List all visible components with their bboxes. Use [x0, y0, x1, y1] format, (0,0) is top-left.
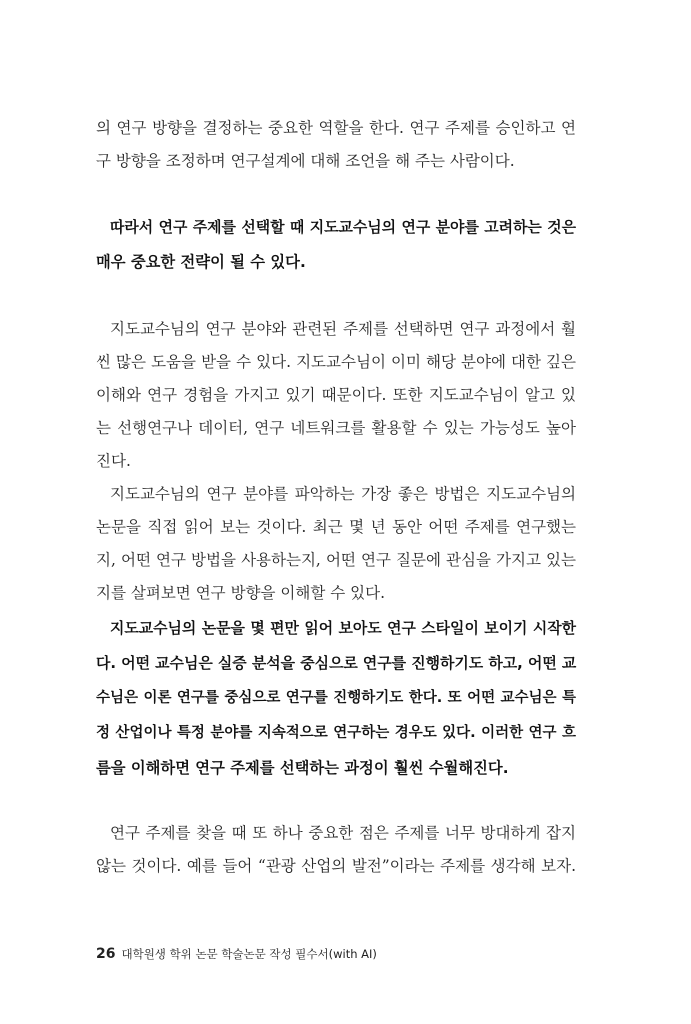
paragraph-5-line-2: 다. 어떤 교수님은 실증 분석을 중심으로 연구를 진행하기도 하고, 어떤 교 [96, 654, 577, 672]
page-footer [96, 942, 377, 965]
book-title: 대학원생 학위 논문 학술논문 작성 필수서(with AI) [121, 947, 377, 961]
paragraph-6-line-1: 연구 주제를 찾을 때 또 하나 중요한 점은 주제를 너무 방대하게 잡지 [110, 824, 576, 842]
paragraph-4-line-4: 지를 살펴보면 연구 방향을 이해할 수 있다. [96, 584, 386, 602]
paragraph-1-line-1: 의 연구 방향을 결정하는 중요한 역할을 한다. 연구 주제를 승인하고 연 [96, 119, 576, 137]
paragraph-5-line-1: 지도교수님의 논문을 몇 편만 읽어 보아도 연구 스타일이 보이기 시작한 [110, 619, 576, 637]
paragraph-5-line-4: 정 산업이나 특정 분야를 지속적으로 연구하는 경우도 있다. 이러한 연구 흐 [96, 725, 576, 741]
paragraph-5-line-3: 수님은 이론 연구를 중심으로 연구를 진행하기도 한다. 또 어떤 교수님은 특 [96, 690, 576, 706]
paragraph-1-line-2: 구 방향을 조정하며 연구설계에 대해 조언을 해 주는 사람이다. [96, 152, 515, 170]
paragraph-4-line-2: 논문을 직접 읽어 보는 것이다. 최근 몇 년 동안 어떤 주제를 연구했는 [96, 518, 576, 536]
paragraph-6-line-2: 않는 것이다. 예를 들어 “관광 산업의 발전”이라는 주제를 생각해 보자. [96, 857, 576, 875]
paragraph-3-line-5: 진다. [96, 452, 131, 470]
page-number: 26 [96, 946, 116, 962]
paragraph-3-line-3: 이해와 연구 경험을 가지고 있기 때문이다. 또한 지도교수님이 알고 있 [96, 386, 576, 404]
paragraph-2-line-1: 따라서 연구 주제를 선택할 때 지도교수님의 연구 분야를 고려하는 것은 [110, 218, 576, 236]
page-body [96, 0, 576, 1024]
paragraph-3-line-2: 씬 많은 도움을 받을 수 있다. 지도교수님이 이미 해당 분야에 대한 깊은 [96, 353, 576, 371]
paragraph-5-line-5: 름을 이해하면 연구 주제를 선택하는 과정이 훨씬 수월해진다. [96, 759, 509, 777]
paragraph-4-line-1: 지도교수님의 연구 분야를 파악하는 가장 좋은 방법은 지도교수님의 [110, 485, 576, 503]
paragraph-3-line-1: 지도교수님의 연구 분야와 관련된 주제를 선택하면 연구 과정에서 훨 [110, 320, 576, 338]
paragraph-4-line-3: 지, 어떤 연구 방법을 사용하는지, 어떤 연구 질문에 관심을 가지고 있는 [96, 551, 576, 569]
paragraph-3-line-4: 는 선행연구나 데이터, 연구 네트워크를 활용할 수 있는 가능성도 높아 [96, 419, 576, 437]
paragraph-2-line-2: 매우 중요한 전략이 될 수 있다. [96, 253, 306, 271]
